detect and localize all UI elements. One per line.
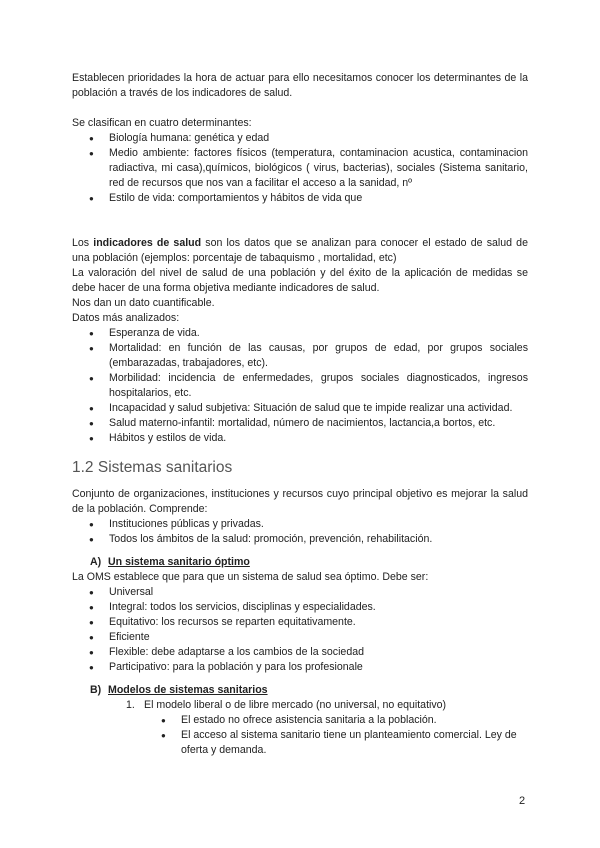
list-item: ● Medio ambiente: factores físicos (temperatura, contaminacion acustica, contaminacion radiactiva, mi casa),químicos, biológicos ( virus, bacterias), sociales (Sistema sanitario, red de recursos que nos van a facilitar el acceso a la sanidad, nº xyxy=(72,146,528,191)
list-item: ● Equitativo: los recursos se reparten equitativamente. xyxy=(72,615,528,630)
list-item: ● Biología humana: genética y edad xyxy=(72,131,528,146)
list-item: ● Hábitos y estilos de vida. xyxy=(72,431,528,446)
document-page xyxy=(72,71,528,758)
indicators-paragraph: Los indicadores de salud son los datos que se analizan para conocer el estado de salud de una población (ejemplos: porcentaje de tabaquismo , mortalidad, etc) xyxy=(72,237,528,264)
section-heading: 1.2 Sistemas sanitarios xyxy=(72,459,233,476)
list-item: ● Eficiente xyxy=(72,630,528,645)
list-item: ● Morbilidad: incidencia de enfermedades, grupos sociales diagnosticados, ingresos hospitalarios, etc. xyxy=(72,371,528,401)
list-item: ● Participativo: para la población y para los profesionale xyxy=(72,660,528,675)
list-item: ● Mortalidad: en función de las causas, por grupos de edad, por grupos sociales (embarazadas, trabajadores, etc). xyxy=(72,341,528,371)
list-item: ● El estado no ofrece asistencia sanitaria a la población. xyxy=(72,713,528,728)
list-item: ● Flexible: debe adaptarse a los cambios de la sociedad xyxy=(72,645,528,660)
indicators-bold-term: indicadores de salud xyxy=(93,237,202,249)
list-item: ● Todos los ámbitos de la salud: promoción, prevención, rehabilitación. xyxy=(72,532,528,547)
subheading-a: A) Un sistema sanitario óptimo xyxy=(90,556,250,568)
oms-intro: La OMS establece que para que un sistema de salud sea óptimo. Debe ser: xyxy=(72,571,429,583)
cuantificable-line: Nos dan un dato cuantificable. xyxy=(72,297,215,309)
list-item: ● Instituciones públicas y privadas. xyxy=(72,517,528,532)
comprende-list xyxy=(72,517,528,547)
list-item: ● Esperanza de vida. xyxy=(72,326,528,341)
list-item: ● Salud materno-infantil: mortalidad, número de nacimientos, lactancia,a bortos, etc. xyxy=(72,416,528,431)
intro-paragraph: Establecen prioridades la hora de actuar para ello necesitamos conocer los determinantes de la población a través de los indicadores de salud. xyxy=(72,72,528,99)
list-item: ● Universal xyxy=(72,585,528,600)
oms-criteria-list xyxy=(72,585,528,675)
section-intro: Conjunto de organizaciones, instituciones y recursos cuyo principal objetivo es mejorar la salud de la población. Comprende: xyxy=(72,488,528,515)
list-item: ● Incapacidad y salud subjetiva: Situación de salud que te impide realizar una actividad. xyxy=(72,401,528,416)
subheading-b: B) Modelos de sistemas sanitarios xyxy=(90,684,268,696)
list-item: ● Estilo de vida: comportamientos y hábitos de vida que xyxy=(72,191,528,206)
determinants-list xyxy=(72,131,528,206)
valoracion-paragraph: La valoración del nivel de salud de una población y del éxito de la aplicación de medidas se debe hacer de una forma objetiva mediante indicadores de salud. xyxy=(72,267,528,294)
model1-list xyxy=(72,713,528,758)
datos-list xyxy=(72,326,528,446)
page-number: 2 xyxy=(519,795,526,807)
datos-heading: Datos más analizados: xyxy=(72,312,180,324)
list-item: ● Integral: todos los servicios, disciplinas y especialidades. xyxy=(72,600,528,615)
list-item: ● El acceso al sistema sanitario tiene un planteamiento comercial. Ley de oferta y demanda. xyxy=(72,728,528,758)
classify-line: Se clasifican en cuatro determinantes: xyxy=(72,117,252,129)
numbered-item: 1. El modelo liberal o de libre mercado (no universal, no equitativo) xyxy=(126,699,447,711)
